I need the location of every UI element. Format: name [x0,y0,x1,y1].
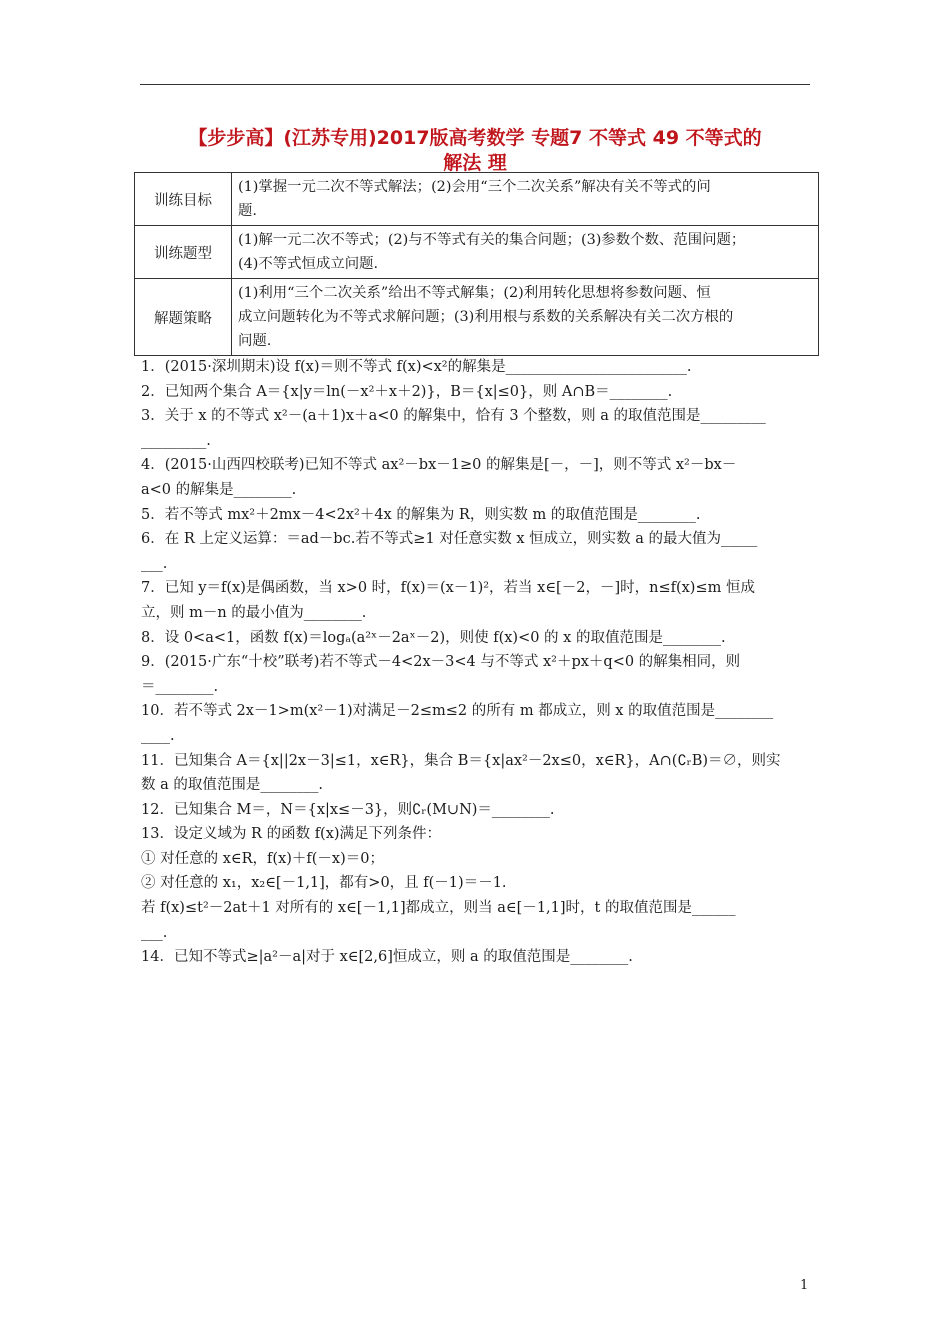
row-label: 解题策略 [135,279,232,356]
row-content [232,226,819,279]
problem-line: ____. [141,727,175,744]
row-label: 训练题型 [135,226,232,279]
problem-line: 14．已知不等式≥|a²－a|对于 x∈[2,6]恒成立，则 a 的取值范围是________. [141,949,633,966]
problem-line: 5．若不等式 mx²＋2mx－4<2x²＋4x 的解集为 R，则实数 m 的取值范围是________. [141,506,701,523]
problem-line: ② 对任意的 x₁，x₂∈[－1,1]，都有>0，且 f(－1)＝－1. [141,875,507,892]
page-title [130,126,820,176]
problem-line: ＝________. [141,678,219,695]
problem-line: 9．(2015·广东“十校”联考)若不等式－4<2x－3<4 与不等式 x²＋px＋q<0 的解集相同，则 [141,654,741,671]
problem-line: 10．若不等式 2x－1>m(x²－1)对满足－2≤m≤2 的所有 m 都成立，则 x 的取值范围是________ [141,703,774,720]
problem-line: 数 a 的取值范围是________. [141,777,323,794]
header-rule [140,84,810,85]
table-row [135,173,819,226]
row-line: (1)掌握一元二次不等式解法；(2)会用“三个二次关系”解决有关不等式的问 [238,179,711,195]
title-line-2: 解法 理 [443,152,507,174]
row-label: 训练目标 [135,173,232,226]
training-table [134,172,819,356]
table-row [135,226,819,279]
page-number: 1 [800,1278,809,1293]
row-line: (1)利用“三个二次关系”给出不等式解集；(2)利用转化思想将参数问题、恒 [238,285,711,301]
problem-line: 7．已知 y＝f(x)是偶函数，当 x>0 时，f(x)＝(x－1)²，若当 x∈[－2，－]时，n≤f(x)≤m 恒成 [141,580,755,597]
table-row [135,279,819,356]
row-content [232,173,819,226]
problem-line: 4．(2015·山西四校联考)已知不等式 ax²－bx－1≥0 的解集是[－，－]，则不等式 x²－bx－ [141,457,737,474]
problem-line: 6．在 R 上定义运算：＝ad－bc.若不等式≥1 对任意实数 x 恒成立，则实数 a 的最大值为_____ [141,531,758,548]
problem-line: ___. [141,555,168,572]
row-line: (1)解一元二次不等式；(2)与不等式有关的集合问题；(3)参数个数、范围问题； [238,232,746,248]
problem-line: 立，则 m－n 的最小值为________. [141,604,367,621]
title-line-1: 【步步高】(江苏专用)2017版高考数学 专题7 不等式 49 不等式的 [188,127,762,149]
row-line: 题. [238,203,257,219]
row-line: 问题. [238,333,272,349]
problem-line: ① 对任意的 x∈R，f(x)＋f(－x)＝0； [141,850,384,867]
problem-line: a<0 的解集是________. [141,481,297,498]
problem-line: 2．已知两个集合 A＝{x|y＝ln(－x²＋x＋2)}，B＝{x|≤0}，则 A∩B＝________. [141,383,673,400]
problem-line: 11．已知集合 A＝{x||2x－3|≤1，x∈R}，集合 B＝{x|ax²－2x≤0，x∈R}，A∩(∁ᵣB)＝∅，则实 [141,752,781,769]
row-line: 成立问题转化为不等式求解问题；(3)利用根与系数的关系解决有关二次方根的 [238,309,734,325]
problem-line: 3．关于 x 的不等式 x²－(a＋1)x＋a<0 的解集中，恰有 3 个整数，则 a 的取值范围是_________ [141,408,766,425]
problem-line: 12．已知集合 M＝，N＝{x|x≤－3}，则∁ᵣ(M∪N)＝________. [141,801,555,818]
problem-line: ___. [141,924,168,941]
problem-list [141,355,813,970]
row-content [232,279,819,356]
problem-line: 若 f(x)≤t²－2at＋1 对所有的 x∈[－1,1]都成立，则当 a∈[－1,1]时，t 的取值范围是______ [141,900,736,917]
problem-line: 8．设 0<a<1，函数 f(x)＝logₐ(a²ˣ－2aˣ－2)，则使 f(x)<0 的 x 的取值范围是________. [141,629,726,646]
problem-line: 13．设定义域为 R 的函数 f(x)满足下列条件： [141,826,442,843]
problem-line: _________. [141,432,211,449]
row-line: (4)不等式恒成立问题. [238,256,379,272]
problem-line: 1．(2015·深圳期末)设 f(x)＝则不等式 f(x)<x²的解集是_________________________. [141,359,692,375]
